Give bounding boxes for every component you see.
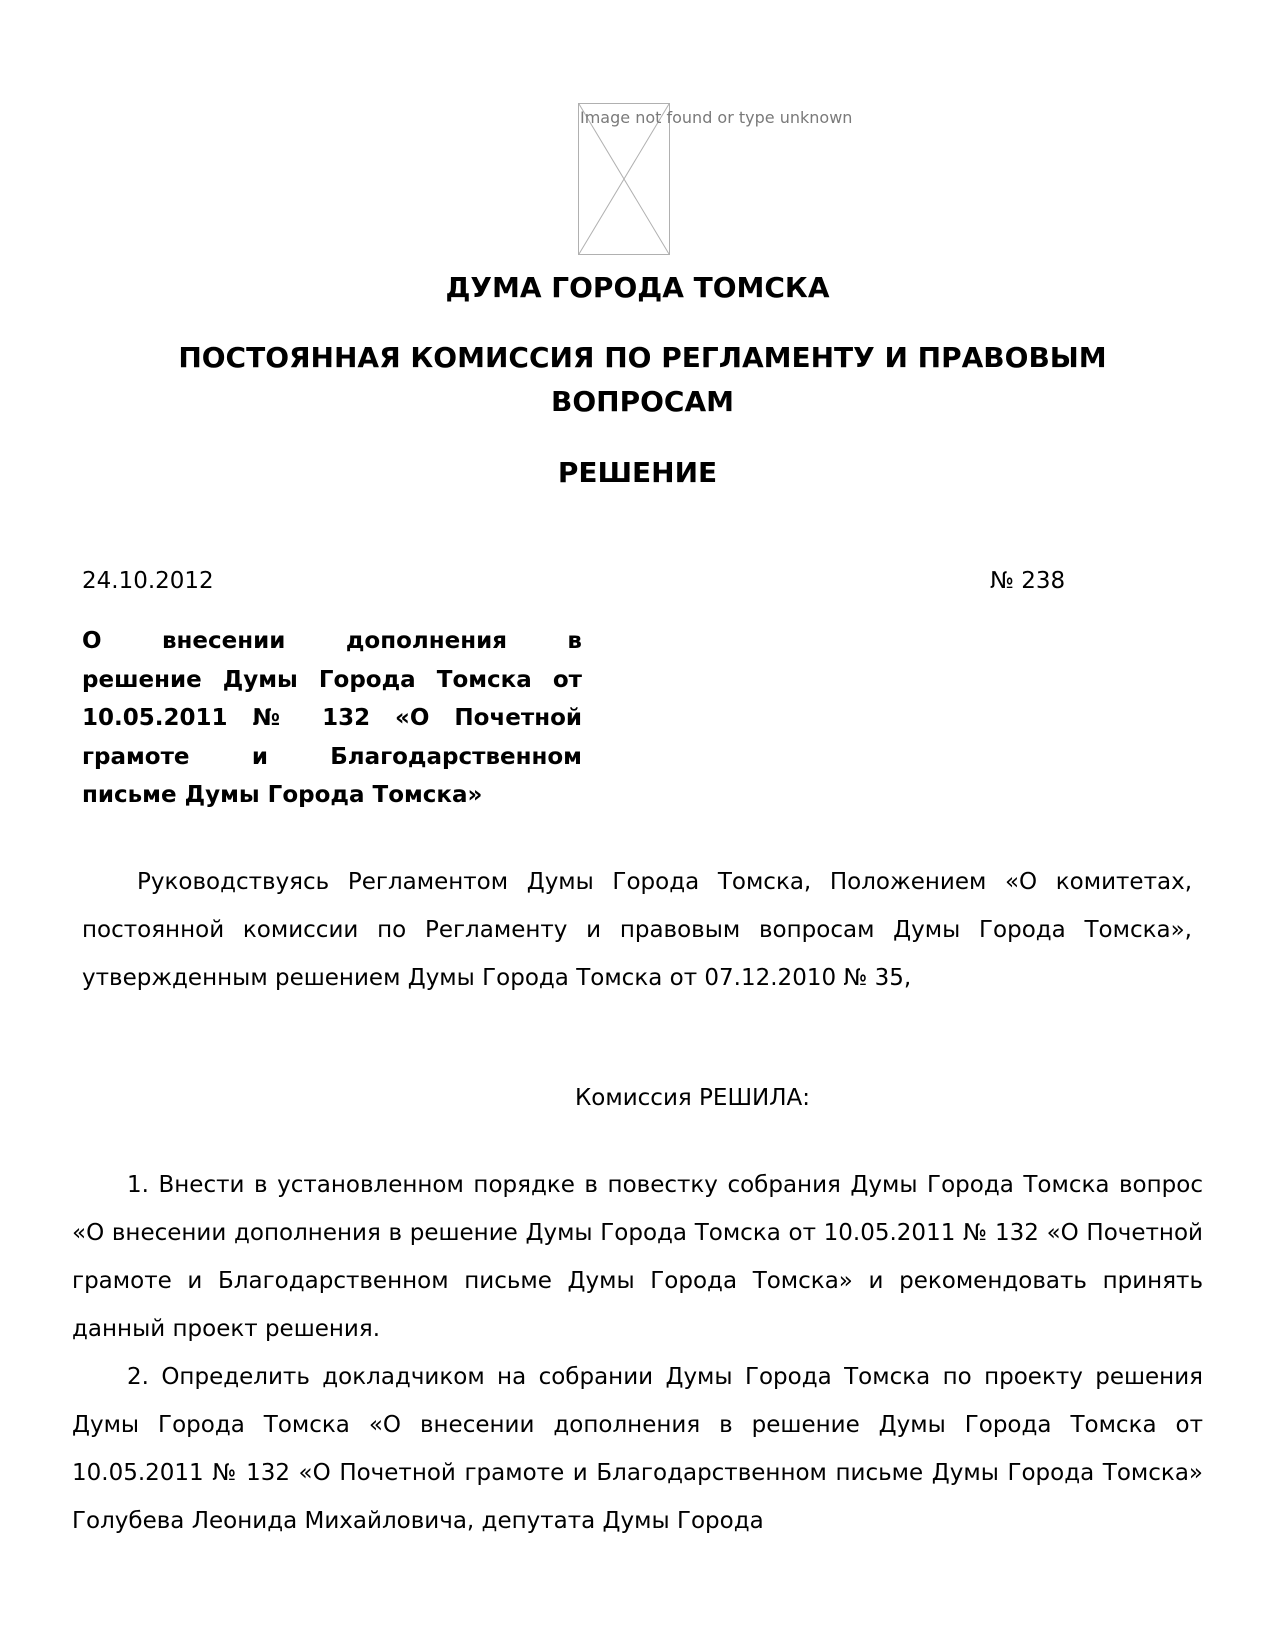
decided-label: Комиссия РЕШИЛА:: [574, 1085, 811, 1111]
document-type-title: РЕШЕНИЕ: [557, 456, 718, 489]
organization-title: ДУМА ГОРОДА ТОМСКА: [445, 271, 830, 304]
decision-date: 24.10.2012: [82, 568, 214, 594]
subject-line: О внесении дополнения в: [82, 628, 582, 654]
subject-line: письме Думы Города Томска»: [82, 782, 483, 808]
subject-line: 10.05.2011 № 132 «О Почетной: [82, 705, 582, 731]
subject-line: грамоте и Благодарственном: [82, 743, 582, 770]
broken-image-placeholder: [578, 103, 853, 255]
decision-item-2: 2. Определить докладчиком на собрании Думы Города Томска по проекту решения Думы Города Томска «О внесении дополнения в решение Думы Города Томска от 10.05.2011 № 132 «О Почетной грамоте и Благодарственном письме Думы Города Томска» Голубева Леонида Михайловича, депутата Думы Города: [72, 1364, 1203, 1534]
committee-title: ПОСТОЯННАЯ КОМИССИЯ ПО РЕГЛАМЕНТУ И ПРАВОВЫМ ВОПРОСАМ: [178, 341, 1107, 418]
subject-line: решение Думы Города Томска от: [82, 666, 582, 693]
decision-number: № 238: [990, 568, 1066, 594]
decision-subject: [82, 622, 582, 815]
preamble-paragraph: Руководствуясь Регламентом Думы Города Томска, Положением «О комитетах, постоянной комиссии по Регламенту и правовым вопросам Думы Города Томска», утвержденным решением Думы Города Томска от 07.12.2010 № 35,: [82, 869, 1192, 991]
decision-item-1: 1. Внести в установленном порядке в повестку собрания Думы Города Томска вопрос «О внесении дополнения в решение Думы Города Томска от 10.05.2011 № 132 «О Почетной грамоте и Благодарственном письме Думы Города Томска» и рекомендовать принять данный проект решения.: [72, 1172, 1203, 1342]
image-alt-text: Image not found or type unknown: [580, 108, 853, 127]
